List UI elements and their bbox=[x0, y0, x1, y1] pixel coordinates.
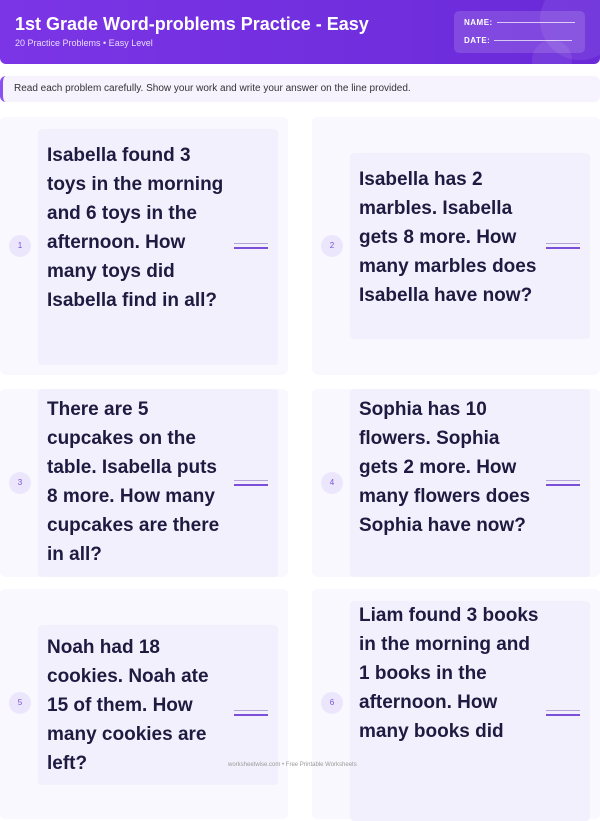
answer-line[interactable] bbox=[546, 480, 580, 486]
name-line bbox=[497, 22, 575, 23]
answer-line[interactable] bbox=[234, 243, 268, 249]
answer-line[interactable] bbox=[546, 710, 580, 716]
problem-card bbox=[0, 389, 288, 577]
problem-text: Sophia has 10 flowers. Sophia gets 2 more. How many flowers does Sophia have now? bbox=[359, 399, 531, 536]
date-field[interactable] bbox=[464, 36, 572, 45]
date-line bbox=[494, 40, 572, 41]
worksheet-title: 1st Grade Word-problems Practice - Easy bbox=[15, 14, 369, 34]
answer-line[interactable] bbox=[546, 243, 580, 249]
name-field[interactable] bbox=[464, 18, 575, 27]
problem-text: Noah had 18 cookies. Noah ate 15 of them. How many cookies are left? bbox=[47, 637, 209, 774]
date-label: DATE: bbox=[464, 36, 491, 45]
answer-line[interactable] bbox=[234, 710, 268, 716]
problem-text: Isabella found 3 toys in the morning and 6 toys in the afternoon. How many toys did Isabella find in all? bbox=[47, 145, 224, 311]
problem-text: Liam found 3 books in the morning and 1 books in the afternoon. How many books did bbox=[359, 605, 539, 742]
problem-number: 5 bbox=[9, 692, 31, 714]
answer-line[interactable] bbox=[234, 480, 268, 486]
problem-card bbox=[0, 117, 288, 375]
problem-number: 2 bbox=[321, 235, 343, 257]
problem-text: There are 5 cupcakes on the table. Isabella puts 8 more. How many cupcakes are there in all? bbox=[47, 399, 220, 565]
problem-number: 4 bbox=[321, 472, 343, 494]
name-label: NAME: bbox=[464, 18, 493, 27]
worksheet-header bbox=[0, 0, 600, 64]
worksheet-subtitle: 20 Practice Problems • Easy Level bbox=[15, 38, 153, 48]
problem-text: Isabella has 2 marbles. Isabella gets 8 more. How many marbles does Isabella have now? bbox=[359, 169, 537, 306]
problem-number: 6 bbox=[321, 692, 343, 714]
problem-card bbox=[312, 389, 600, 577]
problem-number: 1 bbox=[9, 235, 31, 257]
problem-card bbox=[0, 589, 288, 819]
name-date-box bbox=[454, 11, 585, 53]
problem-card bbox=[312, 117, 600, 375]
problem-card bbox=[312, 589, 600, 819]
footer: worksheetwise.com • Free Printable Worksheets bbox=[228, 762, 357, 768]
problem-number: 3 bbox=[9, 472, 31, 494]
instructions: Read each problem carefully. Show your work and write your answer on the line provided. bbox=[0, 76, 600, 102]
